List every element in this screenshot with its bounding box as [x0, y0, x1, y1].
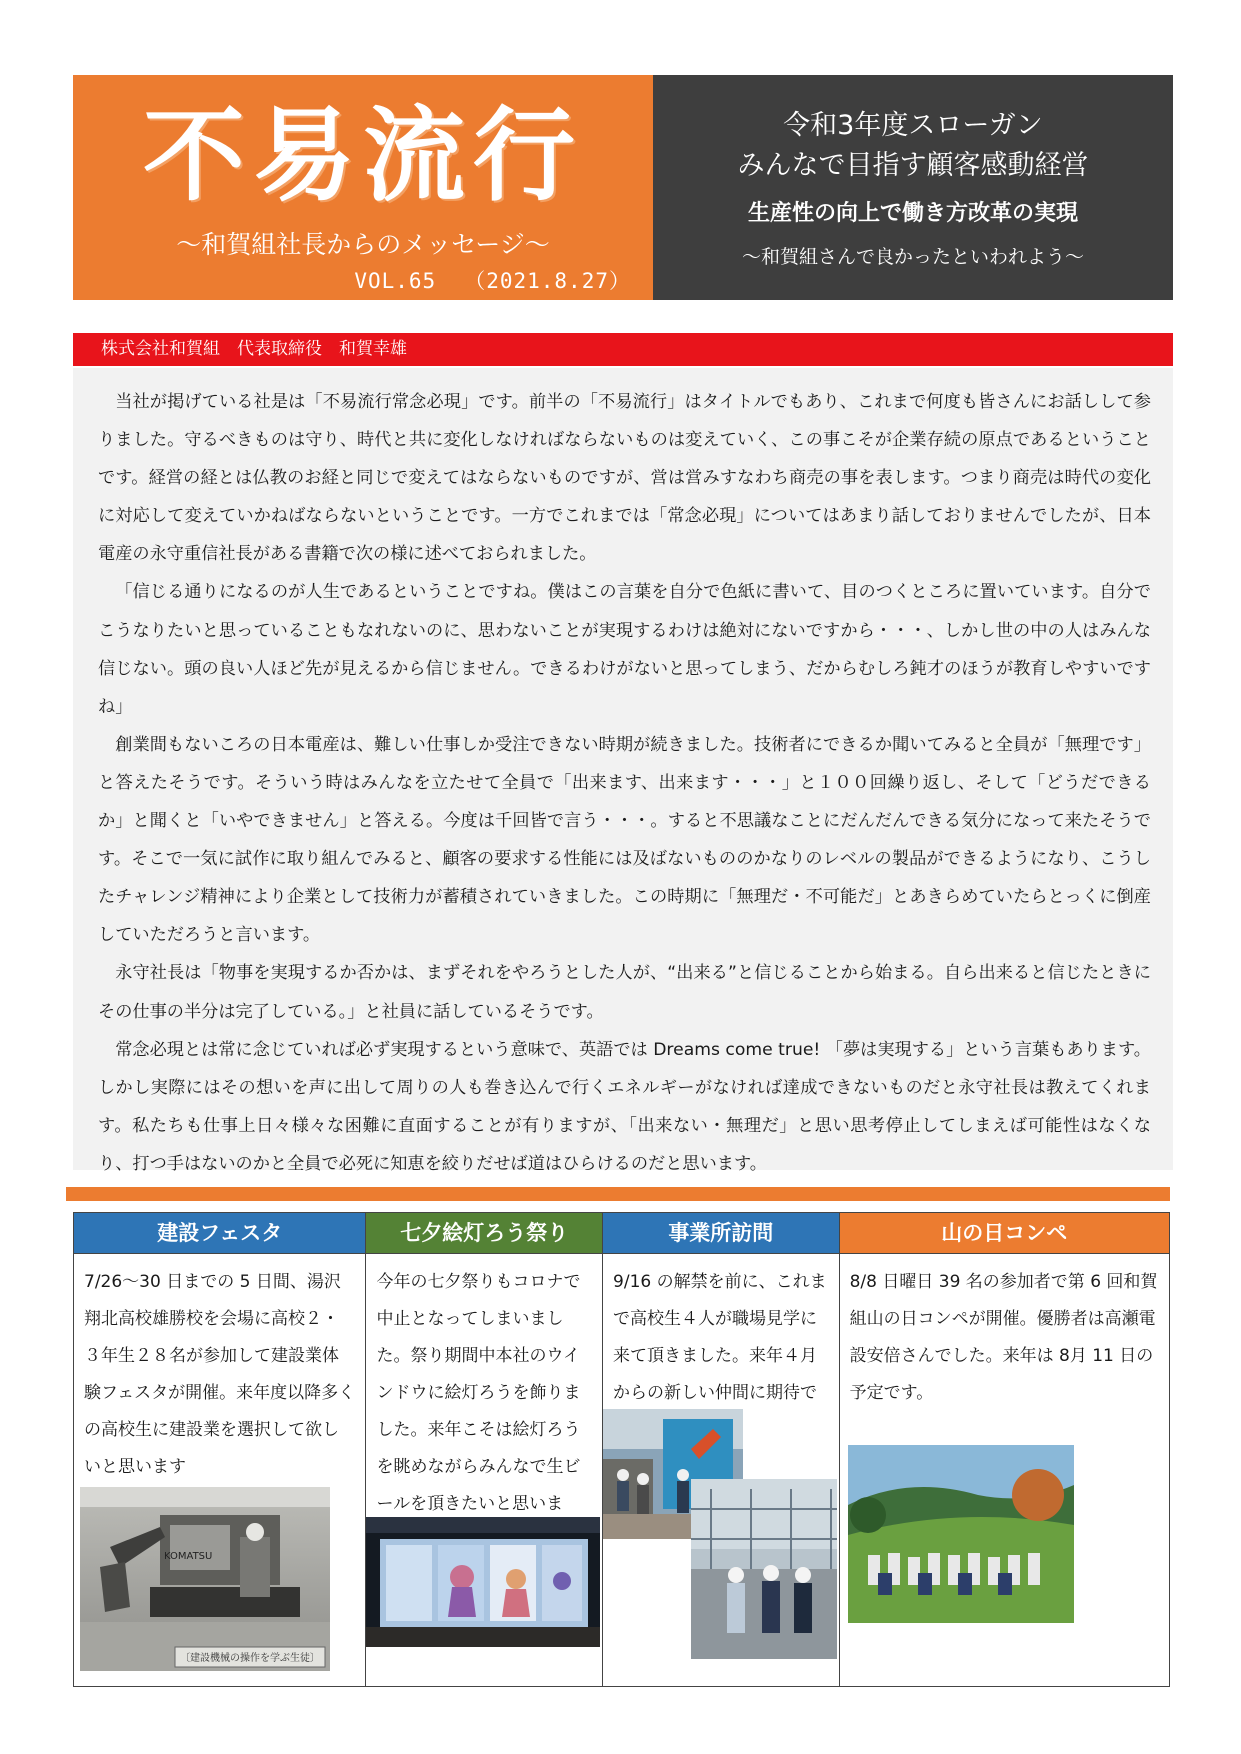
message-paragraph: 「信じる通りになるのが人生であるということですね。僕はこの言葉を自分で色紙に書いて、目のつくところに置いています。自分でこうなりたいと思っていることもなれないのに、思わないことが実現するわけは絶対にないですから・・・、しかし世の中の人はみんな信じない。頭の良い人ほど先が見えるから信じません。できるわけがないと思ってしまう、だからむしろ鈍才のほうが教育しやすいですね」	[98, 582, 1151, 717]
news-column-golf	[840, 1213, 1169, 1686]
photo-caption: 〔建設機械の操作を学ぶ生徒〕	[180, 1653, 320, 1664]
volume-number: VOL.65	[354, 269, 437, 293]
excavator-photo	[80, 1487, 330, 1671]
newsletter-subtitle: ～和賀組社長からのメッセージ～	[176, 230, 550, 259]
news-heading: 事業所訪問	[603, 1213, 839, 1254]
news-text: 9/16 の解禁を前に、これまで高校生４人が職場見学に来て頂きました。来年４月からの新しい仲間に期待で	[613, 1272, 827, 1403]
message-paragraph: 当社が掲げている社是は「不易流行常念必現」です。前半の「不易流行」はタイトルでもあり、これまで何度も皆さんにお話しして参りました。守るべきものは守り、時代と共に変化しなければならないものは変えていく、この事こそが企業存続の原点であるということです。経営の経とは仏教のお経と同じで変えてはならないものですが、営は営みすなわち商売の事を表します。つまり商売は時代の変化に対応して変えていかねばならないということです。一方でこれまでは「常念必現」についてはあまり話しておりませんでしたが、日本電産の永守重信社長がある書籍で次の様に述べておられました。	[98, 392, 1151, 565]
excavator-photo-image	[80, 1487, 330, 1671]
news-text: 7/26～30 日までの 5 日間、湯沢翔北高校雄勝校を会場に高校２・３年生２８名が参加して建設業体験フェスタが開催。来年度以降多くの高校生に建設業を選択して欲しいと思います	[84, 1272, 356, 1477]
lantern-window-image	[366, 1517, 600, 1647]
slogan-main: みんなで目指す顧客感動経営	[737, 150, 1089, 181]
message-paragraph: 創業間もないころの日本電産は、難しい仕事しか受注できない時期が続きました。技術者にできるか聞いてみると全員が「無理です」と答えたそうです。そういう時はみんなを立たせて全員で「出来ます、出来ます・・・」と１００回繰り返し、そして「どうだできるか」と聞くと「いやできません」と答える。今度は千回皆で言う・・・。すると不思議なことにだんだんできる気分になって来たそうです。そこで一気に試作に取り組んでみると、顧客の要求する性能には及ばないもののかなりのレベルの製品ができるようになり、こうしたチャレンジ精神により企業として技術力が蓄積されていきました。この時期に「無理だ・不可能だ」とあきらめていたらとっくに倒産していただろうと言います。	[98, 734, 1151, 946]
section-divider	[66, 1187, 1170, 1201]
slogan-heading: 令和3年度スローガン	[783, 110, 1043, 141]
slogan-goal: 生産性の向上で働き方改革の実現	[747, 201, 1078, 226]
photo-brand-text: KOMATSU	[164, 1551, 213, 1562]
news-column-visit	[603, 1213, 840, 1686]
news-grid	[73, 1212, 1170, 1687]
message-paragraph: 常念必現とは常に念じていれば必ず実現するという意味で、英語では Dreams come true! 「夢は実現する」という言葉もあります。しかし実際にはその想いを声に出して周りの人も巻き込んで行くエネルギーがなければ達成できないものだと永守社長は教えてくれます。私たちも仕事上日々様々な困難に直面することが有りますが、「出来ない・無理だ」と思い思考停止してしまえば可能性はなくなり、打つ手はないのかと全員で必死に知恵を絞りだせば道はひらけるのだと思います。	[98, 1039, 1151, 1174]
site-visit-photo-2	[691, 1479, 837, 1659]
news-column-festa	[74, 1213, 366, 1686]
site-visit-image-2	[691, 1479, 837, 1659]
news-text: 8/8 日曜日 39 名の参加者で第 6 回和賀組山の日コンペが開催。優勝者は高瀬電設安倍さんでした。来年は 8月 11 日の予定です。	[849, 1272, 1158, 1403]
president-message	[73, 368, 1173, 1174]
golf-group-photo	[848, 1445, 1074, 1623]
volume-info	[354, 265, 631, 295]
golf-group-image	[848, 1445, 1074, 1623]
news-heading: 七夕絵灯ろう祭り	[366, 1213, 602, 1254]
news-heading: 建設フェスタ	[74, 1213, 365, 1254]
newsletter-title: 不易流行	[143, 96, 583, 216]
issue-date: （2021.8.27）	[464, 269, 631, 293]
news-text: 今年の七夕祭りもコロナで中止となってしまいました。祭り期間中本社のウインドウに絵灯ろうを飾りました。来年こそは絵灯ろうを眺めながらみんなで生ビールを頂きたいと思いま	[376, 1272, 581, 1514]
news-column-tanabata	[366, 1213, 603, 1686]
message-paragraph: 永守社長は「物事を実現するか否かは、まずそれをやろうとした人が、“出来る”と信じることから始まる。自ら出来ると信じたときにその仕事の半分は完了している。」と社員に話しているそうです。	[98, 963, 1151, 1022]
author-bar: 株式会社和賀組 代表取締役 和賀幸雄	[73, 333, 1173, 366]
news-heading: 山の日コンペ	[840, 1213, 1169, 1254]
header-title-panel	[73, 75, 653, 300]
lantern-window-photo	[366, 1517, 600, 1647]
slogan-panel	[653, 75, 1173, 300]
slogan-sub: ～和賀組さんで良かったといわれよう～	[741, 246, 1084, 268]
